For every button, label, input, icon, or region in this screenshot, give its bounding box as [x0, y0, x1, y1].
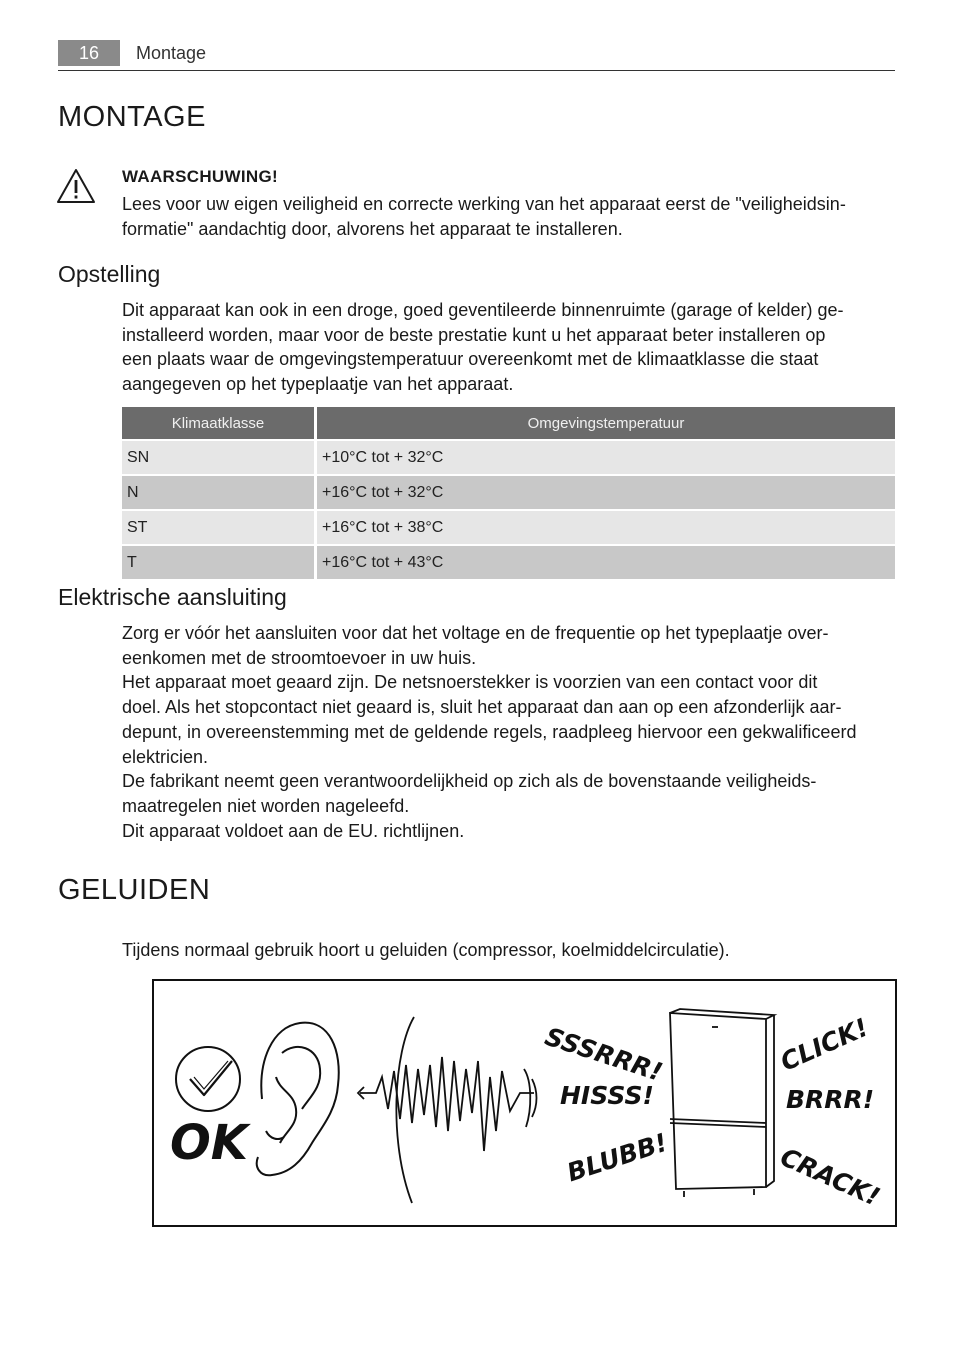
- page-header: [58, 40, 895, 71]
- table-row: [122, 476, 895, 509]
- climate-class-cell: SN: [122, 441, 317, 474]
- text-line: een plaats waar de omgevingstemperatuur overeenkomt met de klimaatklasse die staat: [122, 349, 819, 370]
- table-row: [122, 511, 895, 544]
- warning-text: [122, 192, 897, 241]
- sound-sssrrr: SSSRRR!: [541, 1021, 666, 1087]
- text-line: Het apparaat moet geaard zijn. De netsnoerstekker is voorzien van een contact voor dit: [122, 672, 818, 693]
- sound-hisss: HISSS!: [560, 1081, 654, 1110]
- checkmark-icon: [176, 1047, 240, 1111]
- illustration-drawing: [154, 981, 895, 1225]
- text-line: Zorg er vóór het aansluiten voor dat het voltage en de frequentie op het typeplaatje over-: [122, 623, 829, 643]
- column-header-ambient-temperature: Omgevingstemperatuur: [317, 407, 895, 439]
- text-line: De fabrikant neemt geen verantwoordelijkheid op zich als de bovenstaande veiligheids-: [122, 771, 817, 792]
- text-line: installeerd worden, maar voor de beste prestatie kunt u het apparaat beter installeren op: [122, 324, 826, 345]
- climate-class-cell: N: [122, 476, 317, 509]
- elektrisch-heading: Elektrische aansluiting: [58, 584, 287, 610]
- climate-class-cell: ST: [122, 511, 317, 544]
- header-section-title: Montage: [136, 43, 207, 63]
- climate-class-cell: T: [122, 546, 317, 579]
- climate-class-table: [122, 405, 895, 581]
- text-line: doel. Als het stopcontact niet geaard is, sluit het apparaat dan aan op een afzonderlijk aar-: [122, 697, 842, 718]
- fridge-icon: [670, 1009, 774, 1197]
- sound-wave-icon: [358, 1017, 537, 1203]
- page-number: 16: [58, 40, 120, 66]
- sound-crack: CRACK!: [776, 1142, 885, 1212]
- sound-brrr: BRRR!: [786, 1085, 875, 1114]
- warning-line: Lees voor uw eigen veiligheid en correcte werking van het apparaat eerst de "veiligheidsin-: [122, 194, 846, 214]
- sound-click: CLICK!: [776, 1012, 873, 1077]
- geluiden-title: GELUIDEN: [58, 874, 211, 906]
- montage-title: MONTAGE: [58, 101, 206, 133]
- text-line: elektricien.: [122, 746, 209, 767]
- geluiden-text: Tijdens normaal gebruik hoort u geluiden (compressor, koelmiddelcirculatie).: [122, 940, 730, 960]
- sound-blubb: BLUBB!: [563, 1127, 671, 1188]
- elektrisch-text: [122, 621, 897, 843]
- table-header-row: [122, 407, 895, 439]
- table-row: [122, 546, 895, 579]
- text-line: eenkomen met de stroomtoevoer in uw huis.: [122, 647, 477, 668]
- text-line: Dit apparaat voldoet aan de EU. richtlijnen.: [122, 820, 465, 841]
- warning-icon: [56, 168, 96, 204]
- sounds-illustration: [152, 979, 897, 1227]
- opstelling-heading: Opstelling: [58, 261, 161, 287]
- ear-icon: [257, 1023, 339, 1176]
- warning-line: formatie" aandachtig door, alvorens het apparaat te installeren.: [122, 218, 623, 239]
- warning-title: WAARSCHUWING!: [122, 167, 278, 186]
- ok-label: OK: [170, 1115, 248, 1171]
- temperature-cell: +16°C tot + 32°C: [317, 476, 895, 509]
- opstelling-text: [122, 298, 897, 397]
- temperature-cell: +16°C tot + 43°C: [317, 546, 895, 579]
- column-header-climate-class: Klimaatklasse: [122, 407, 317, 439]
- text-line: aangegeven op het typeplaatje van het apparaat.: [122, 374, 514, 395]
- temperature-cell: +16°C tot + 38°C: [317, 511, 895, 544]
- text-line: maatregelen niet worden nageleefd.: [122, 795, 410, 816]
- text-line: Dit apparaat kan ook in een droge, goed geventileerde binnenruimte (garage of kelder) ge-: [122, 300, 844, 320]
- text-line: depunt, in overeenstemming met de geldende regels, raadpleeg hiervoor een gekwalificeerd: [122, 721, 857, 742]
- temperature-cell: +10°C tot + 32°C: [317, 441, 895, 474]
- table-row: [122, 441, 895, 474]
